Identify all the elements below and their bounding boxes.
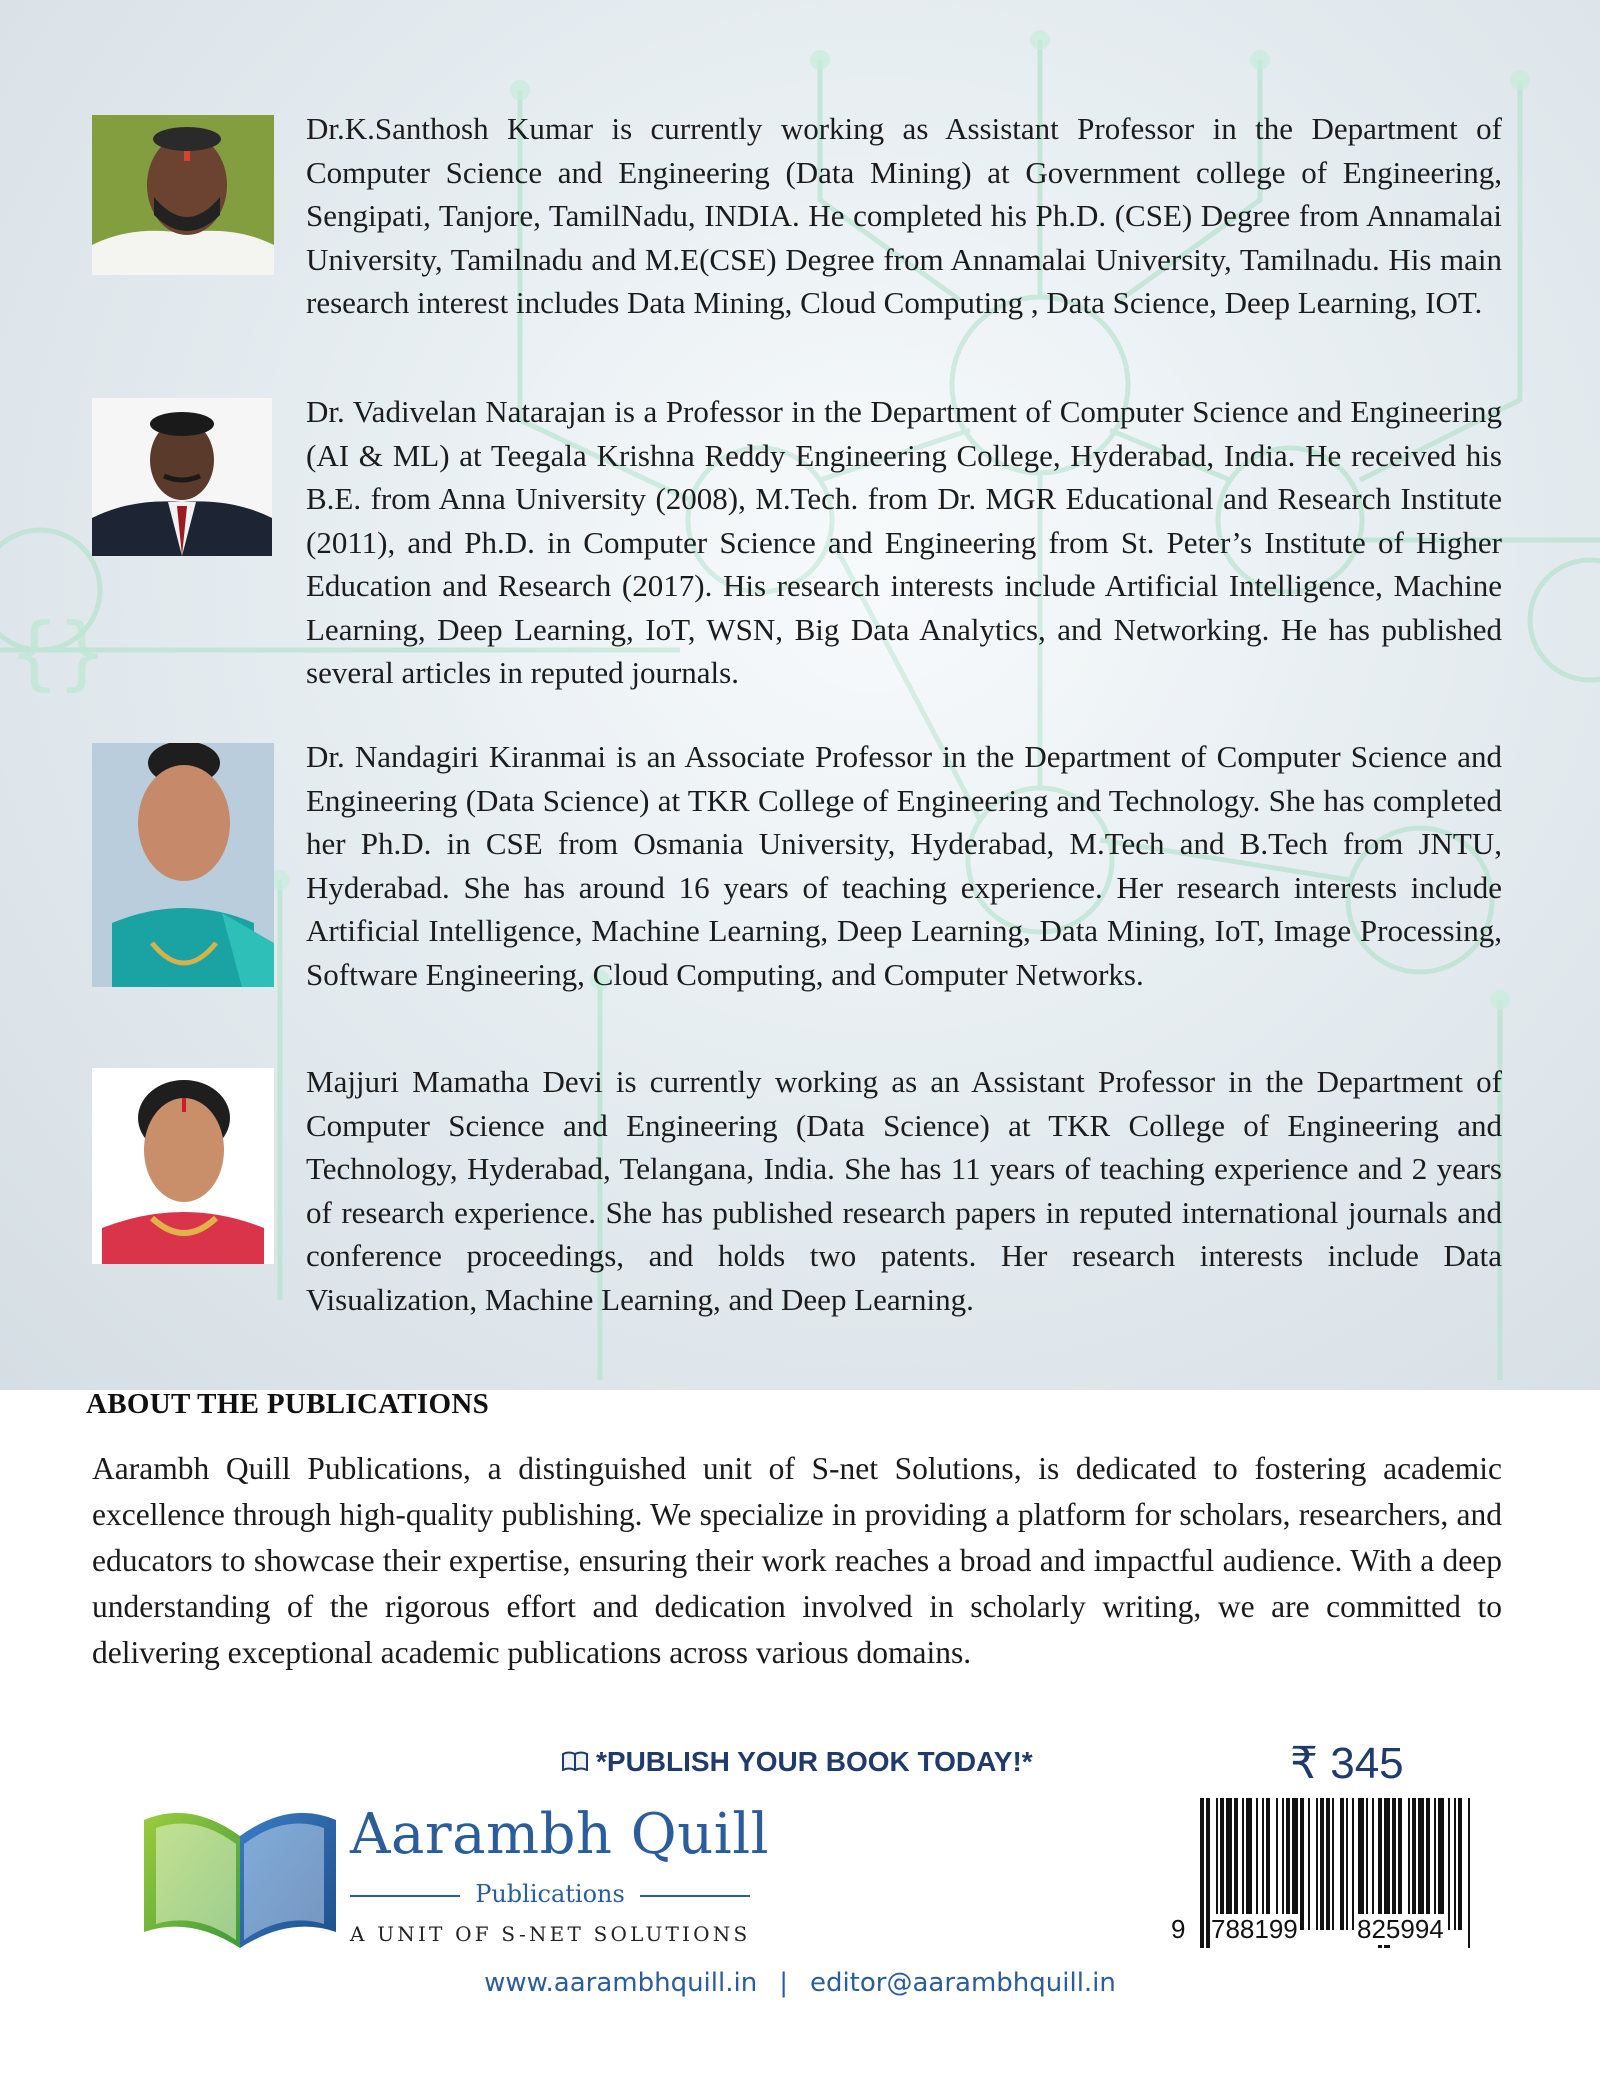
barcode-bar bbox=[1300, 1798, 1304, 1930]
barcode-bar bbox=[1434, 1798, 1436, 1930]
barcode-bar bbox=[1286, 1798, 1290, 1930]
about-text: Aarambh Quill Publications, a distinguished unit of S-net Solutions, is dedicated to fostering academic excellence through high-quality publishing. We specialize in providing a platform for scholars, researchers, and educators to showcase their expertise, ensuring their work reaches a broad and impactful audience. With a deep understanding of the rigorous effort and dedication involved in scholarly writing, we are committed to delivering exceptional academic publications across various domains. bbox=[92, 1451, 1502, 1670]
cta-text: *PUBLISH YOUR BOOK TODAY!* bbox=[596, 1746, 1033, 1777]
barcode-bar bbox=[1454, 1798, 1456, 1930]
barcode-bar bbox=[1398, 1798, 1402, 1930]
barcode-bar bbox=[1282, 1798, 1284, 1930]
barcode-bar bbox=[1418, 1798, 1424, 1930]
author-photo bbox=[92, 1068, 274, 1264]
isbn-prefix: 9 bbox=[1171, 1914, 1186, 1944]
barcode-bar bbox=[1246, 1798, 1252, 1930]
about-heading: ABOUT THE PUBLICATIONS bbox=[86, 1388, 490, 1420]
barcode-bar bbox=[1308, 1798, 1310, 1930]
divider bbox=[640, 1895, 750, 1897]
author-bio: Dr. Vadivelan Natarajan is a Professor in the Department of Computer Science and Engineering (AI & ML) at Teegala Krishna Reddy Engineering College, Hyderabad, India. He received his B.E. from Anna University (2008), M.Tech. from Dr. MGR Educational and Research Institute (2011), and Ph.D. in Computer Science and Engineering from St. Peter’s Institute of Higher Education and Research (2017). His research interests include Artificial Intelligence, Machine Learning, Deep Learning, IoT, WSN, Big Data Analytics, and Networking. He has published several articles in reputed journals. bbox=[306, 394, 1502, 690]
author-bio: Majjuri Mamatha Devi is currently working as an Assistant Professor in the Department of Computer Science and Engineering (Data Science) at TKR College of Engineering and Technology, Hyderabad, Telangana, India. She has 11 years of teaching experience and 2 years of research experience. She has published research papers in reputed international journals and conference proceedings, and holds two patents. Her research interests include Data Visualization, Machine Learning, and Deep Learning. bbox=[306, 1064, 1502, 1317]
barcode-bar bbox=[1220, 1798, 1224, 1930]
email-link[interactable]: editor@aarambhquill.in bbox=[809, 1968, 1116, 1998]
author-photo bbox=[92, 743, 274, 987]
author-bio: Dr.K.Santhosh Kumar is currently working as Assistant Professor in the Department of Computer Science and Engineering (Data Mining) at Government college of Engineering, Sengipati, Tanjore, TamilNadu, INDIA. He completed his Ph.D. (CSE) Degree from Annamalai University, Tamilnadu and M.E(CSE) Degree from Annamalai University, Tamilnadu. His main research interest includes Data Mining, Cloud Computing , Data Science, Deep Learning, IOT. bbox=[306, 111, 1502, 320]
barcode-bar bbox=[1226, 1798, 1232, 1930]
logo-unit-text: A UNIT OF S-NET SOLUTIONS bbox=[350, 1922, 751, 1946]
barcode-bar bbox=[1438, 1798, 1444, 1930]
barcode-bar bbox=[1242, 1798, 1244, 1930]
website-link[interactable]: www.aarambhquill.in bbox=[484, 1968, 758, 1998]
barcode-bar bbox=[1426, 1798, 1430, 1930]
publish-cta bbox=[562, 1746, 1033, 1778]
logo-subtitle-row bbox=[350, 1880, 750, 1910]
publisher-logo bbox=[140, 1800, 770, 1960]
svg-text:{}: {} bbox=[10, 606, 107, 699]
book-icon bbox=[562, 1746, 588, 1778]
isbn-group-2: 825994 bbox=[1357, 1914, 1444, 1944]
footer-contact bbox=[0, 1968, 1600, 1998]
author-bio: Dr. Nandagiri Kiranmai is an Associate Professor in the Department of Computer Science and Engineering (Data Science) at TKR College of Engineering and Technology. She has completed her Ph.D. in CSE from Osmania University, Hyderabad, M.Tech and B.Tech from JNTU, Hyderabad. She has around 16 years of teaching experience. Her research interests include Artificial Intelligence, Machine Learning, Deep Learning, Data Mining, IoT, Image Processing, Software Engineering, Cloud Computing, and Computer Networks. bbox=[306, 739, 1502, 992]
barcode-bar bbox=[1458, 1798, 1462, 1930]
barcode-bar bbox=[1320, 1798, 1324, 1930]
barcode-bar bbox=[1346, 1798, 1348, 1930]
logo-subtitle: Publications bbox=[475, 1880, 625, 1908]
barcode-bar bbox=[1256, 1798, 1258, 1930]
barcode-bar bbox=[1234, 1798, 1238, 1930]
barcode-bar bbox=[1332, 1798, 1334, 1930]
barcode-bar bbox=[1412, 1798, 1416, 1930]
barcode-bar bbox=[1316, 1798, 1318, 1930]
barcode-bar bbox=[1408, 1798, 1410, 1930]
barcode-bar bbox=[1200, 1798, 1204, 1948]
barcode-bar bbox=[1366, 1798, 1368, 1930]
price-label: ₹ 345 bbox=[1290, 1739, 1404, 1788]
author-photo bbox=[92, 398, 272, 556]
barcode-bar bbox=[1340, 1798, 1344, 1930]
open-book-icon bbox=[140, 1800, 340, 1960]
barcode-bar bbox=[1266, 1798, 1270, 1930]
barcode-bar bbox=[1276, 1798, 1278, 1930]
barcode-bar bbox=[1392, 1798, 1396, 1930]
barcode-bar bbox=[1468, 1798, 1470, 1948]
logo-title: Aarambh Quill bbox=[350, 1802, 770, 1867]
barcode-bar bbox=[1358, 1798, 1364, 1930]
footer-separator: | bbox=[779, 1968, 788, 1998]
barcode-bar bbox=[1292, 1798, 1298, 1930]
barcode-bar bbox=[1352, 1798, 1354, 1930]
author-photo bbox=[92, 115, 274, 275]
barcode-bar bbox=[1372, 1798, 1374, 1930]
barcode-bar bbox=[1262, 1798, 1264, 1930]
isbn-group-1: 788199 bbox=[1211, 1914, 1298, 1944]
barcode-bar bbox=[1448, 1798, 1450, 1930]
barcode-bar bbox=[1216, 1798, 1218, 1930]
barcode-bar bbox=[1326, 1798, 1330, 1930]
